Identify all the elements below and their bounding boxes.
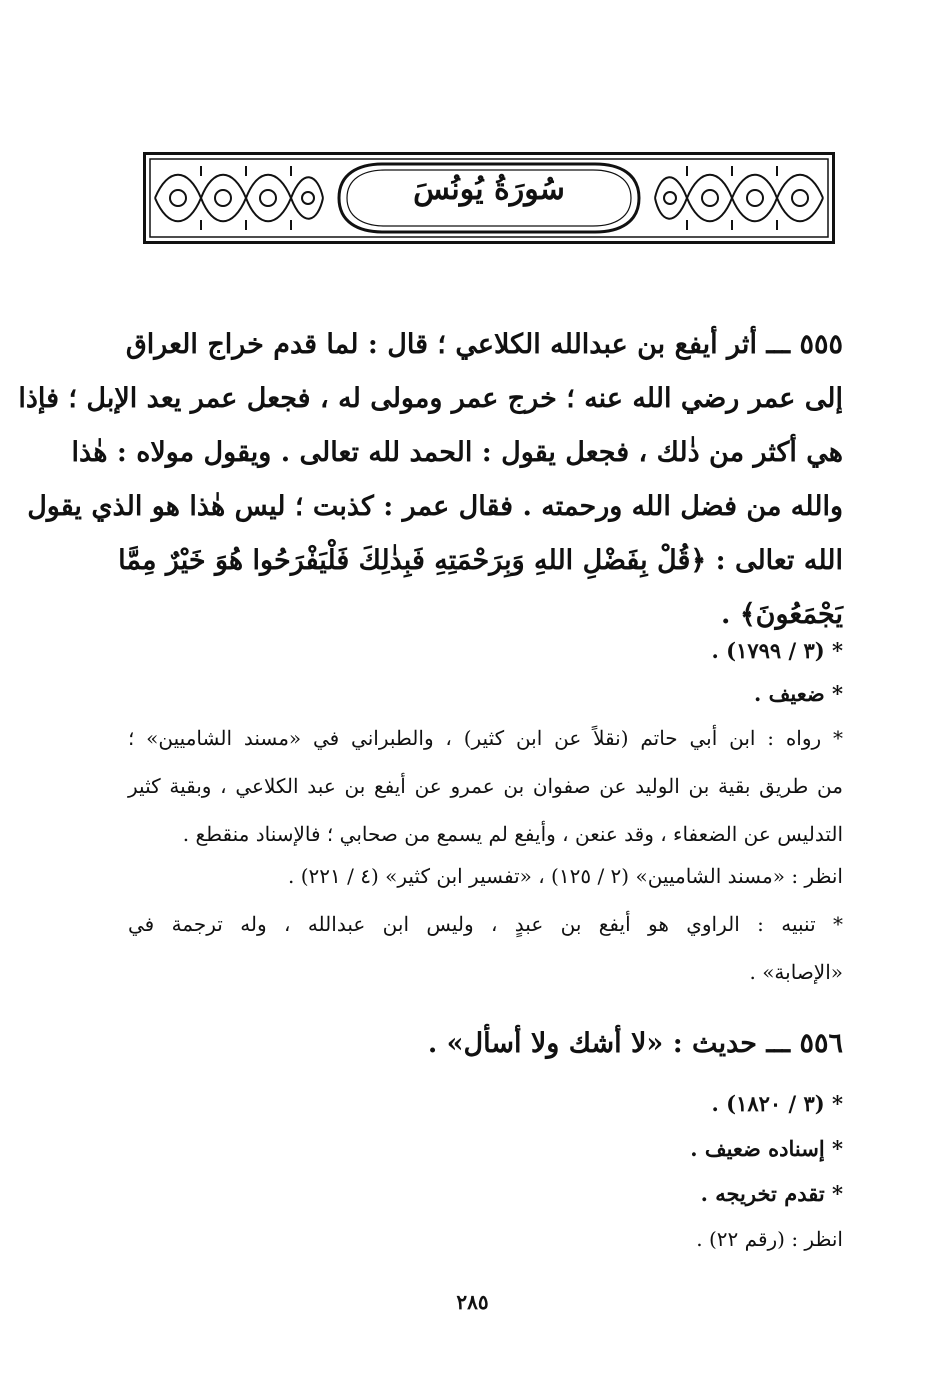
- entry-556-heading: ٥٥٦ ـــ حديث : «لا أشك ولا أسأل» .: [427, 1028, 843, 1059]
- text-line: من طريق بقية بن الوليد عن صفوان بن عمرو عن أيفع بن عبد الكلاعي ، وبقية كثير: [128, 774, 843, 798]
- entry-555-grade: * ضعيف .: [754, 681, 843, 706]
- entry-556-reference: * (٣ / ١٨٢٠) .: [711, 1091, 843, 1116]
- text-line: هي أكثر من ذٰلك ، فجعل يقول : الحمد لله تعالى . ويقول مولاه : هٰذا: [71, 437, 843, 468]
- text-line: التدليس عن الضعفاء ، وقد عنعن ، وأيفع لم يسمع من صحابي ؛ فالإسناد منقطع .: [182, 822, 843, 846]
- text-line: يَجْمَعُونَ﴾ .: [721, 599, 843, 630]
- surah-title: سُورَةُ يُونُسَ: [413, 172, 565, 207]
- text-line: والله من فضل الله ورحمته . فقال عمر : كذبت ؛ ليس هٰذا هو الذي يقول: [27, 491, 843, 522]
- text-line: * تنبيه : الراوي هو أيفع بن عبدٍ ، وليس ابن عبدالله ، وله ترجمة في: [128, 912, 843, 936]
- entry-556-note: * تقدم تخريجه .: [700, 1181, 843, 1206]
- text-line: * رواه : ابن أبي حاتم (نقلاً عن ابن كثير) ، والطبراني في «مسند الشاميين» ؛: [128, 726, 843, 750]
- page-number: ٢٨٥: [456, 1290, 489, 1314]
- entry-555-text: [18, 318, 843, 642]
- text-line: الله تعالى : ﴿قُلْ بِفَضْلِ اللهِ وَبِرَحْمَتِهِ فَبِذٰلِكَ فَلْيَفْرَحُوا هُوَ خَيْرٌ مِمَّا: [118, 545, 843, 576]
- entry-556-grade: * إسناده ضعيف .: [690, 1136, 843, 1161]
- surah-header-frame: [143, 152, 835, 244]
- entry-555-see-also: انظر : «مسند الشاميين» (٢ / ١٢٥) ، «تفسير ابن كثير» (٤ / ٢٢١) .: [288, 864, 843, 888]
- text-line: إلى عمر رضي الله عنه ؛ خرج عمر ومولى له ، فجعل عمر يعد الإبل ؛ فإذا: [18, 383, 843, 414]
- entry-555-narration: [128, 714, 843, 858]
- entry-556-see-also: انظر : (رقم ٢٢) .: [696, 1227, 843, 1251]
- entry-555-notice: [128, 900, 843, 996]
- entry-555-reference: * (٣ / ١٧٩٩) .: [711, 638, 843, 663]
- text-line: «الإصابة» .: [749, 960, 843, 984]
- text-line: ٥٥٥ ـــ أثر أيفع بن عبدالله الكلاعي ؛ قال : لما قدم خراج العراق: [125, 329, 843, 360]
